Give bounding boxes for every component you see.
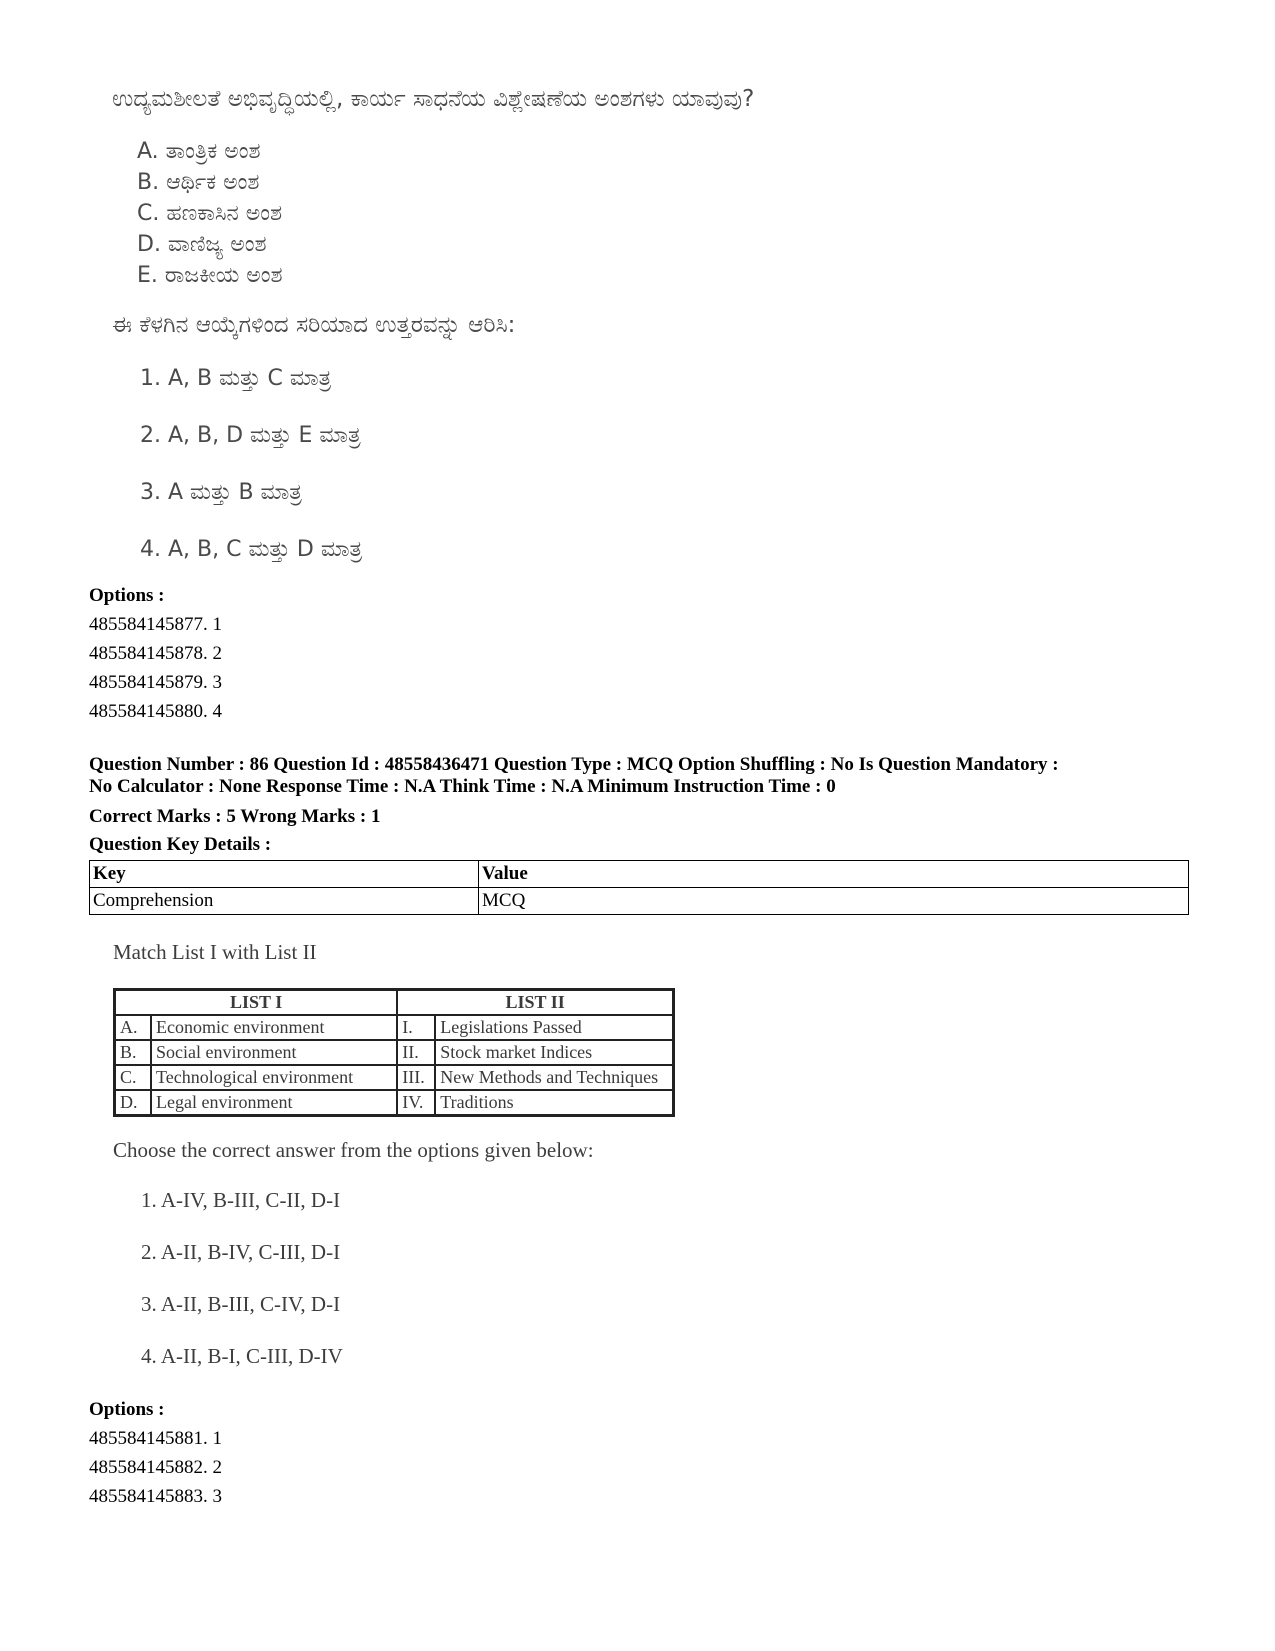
table-cell: Technological environment bbox=[151, 1065, 397, 1090]
key-details-table bbox=[89, 860, 1189, 915]
table-cell: Social environment bbox=[151, 1040, 397, 1065]
table-cell: IV. bbox=[397, 1090, 435, 1116]
table-cell: Legal environment bbox=[151, 1090, 397, 1116]
table-row bbox=[90, 888, 1189, 915]
table-cell: MCQ bbox=[479, 888, 1189, 915]
option-row: 485584145879. 3 bbox=[89, 672, 222, 693]
table-row bbox=[115, 1090, 674, 1116]
match-title: Match List I with List II bbox=[113, 940, 317, 964]
choice-item: 4. A, B, C ಮತ್ತು D ಮಾತ್ರ bbox=[140, 537, 363, 562]
option-row: 485584145882. 2 bbox=[89, 1457, 222, 1478]
table-row bbox=[90, 861, 1189, 888]
table-cell: III. bbox=[397, 1065, 435, 1090]
choice-item: 2. A-II, B-IV, C-III, D-I bbox=[141, 1240, 341, 1264]
q85-question: ಉದ್ಯಮಶೀಲತೆ ಅಭಿವೃದ್ಧಿಯಲ್ಲಿ, ಕಾರ್ಯ ಸಾಧನೆಯ ವಿಶ್ಲೇಷಣೆಯ ಅಂಶಗಳು ಯಾವುವು? bbox=[112, 86, 755, 112]
list-item: C. ಹಣಕಾಸಿನ ಅಂಶ bbox=[137, 201, 283, 226]
options-label: Options : bbox=[89, 585, 165, 606]
q86-header bbox=[89, 754, 1059, 798]
q86-marks: Correct Marks : 5 Wrong Marks : 1 bbox=[89, 806, 381, 827]
match-table bbox=[113, 988, 675, 1117]
q86-header-line1: Question Number : 86 Question Id : 48558436471 Question Type : MCQ Option Shuffling : No Is Question Mandatory : bbox=[89, 754, 1059, 775]
choice-item: 3. A-II, B-III, C-IV, D-I bbox=[141, 1292, 341, 1316]
table-header-value: Value bbox=[479, 861, 1189, 888]
q85-items-list bbox=[137, 136, 283, 291]
table-row bbox=[115, 990, 674, 1016]
option-row: 485584145877. 1 bbox=[89, 614, 222, 635]
options-label: Options : bbox=[89, 1399, 165, 1420]
table-cell: Traditions bbox=[435, 1090, 673, 1116]
list-item: D. ವಾಣಿಜ್ಯ ಅಂಶ bbox=[137, 232, 267, 257]
list-item: B. ಆರ್ಥಿಕ ಅಂಶ bbox=[137, 170, 260, 195]
choice-item: 1. A-IV, B-III, C-II, D-I bbox=[141, 1188, 341, 1212]
table-cell: Legislations Passed bbox=[435, 1015, 673, 1040]
table-cell: Stock market Indices bbox=[435, 1040, 673, 1065]
table-cell: C. bbox=[115, 1065, 152, 1090]
table-cell: D. bbox=[115, 1090, 152, 1116]
option-row: 485584145878. 2 bbox=[89, 643, 222, 664]
q86-key-details-label: Question Key Details : bbox=[89, 834, 272, 855]
q85-options bbox=[89, 581, 222, 726]
choice-item: 3. A ಮತ್ತು B ಮಾತ್ರ bbox=[140, 480, 302, 505]
list-item: E. ರಾಜಕೀಯ ಅಂಶ bbox=[137, 263, 283, 288]
choice-item: 4. A-II, B-I, C-III, D-IV bbox=[141, 1344, 343, 1368]
table-row bbox=[115, 1065, 674, 1090]
option-row: 485584145881. 1 bbox=[89, 1428, 222, 1449]
table-cell: II. bbox=[397, 1040, 435, 1065]
table-header-key: Key bbox=[90, 861, 479, 888]
q85-instruction: ಈ ಕೆಳಗಿನ ಆಯ್ಕೆಗಳಿಂದ ಸರಿಯಾದ ಉತ್ತರವನ್ನು ಆರಿಸಿ: bbox=[112, 312, 516, 338]
list-item: A. ತಾಂತ್ರಿಕ ಅಂಶ bbox=[137, 139, 261, 164]
q85-choices bbox=[140, 366, 362, 594]
q86-options bbox=[89, 1395, 222, 1511]
table-row bbox=[115, 1040, 674, 1065]
table-cell: A. bbox=[115, 1015, 152, 1040]
table-cell: Comprehension bbox=[90, 888, 479, 915]
option-row: 485584145883. 3 bbox=[89, 1486, 222, 1507]
list-ii-header: LIST II bbox=[397, 990, 673, 1016]
table-cell: New Methods and Techniques bbox=[435, 1065, 673, 1090]
choice-item: 1. A, B ಮತ್ತು C ಮಾತ್ರ bbox=[140, 366, 332, 391]
choice-item: 2. A, B, D ಮತ್ತು E ಮಾತ್ರ bbox=[140, 423, 361, 448]
q86-choices bbox=[141, 1188, 343, 1396]
table-cell: Economic environment bbox=[151, 1015, 397, 1040]
table-cell: I. bbox=[397, 1015, 435, 1040]
table-row bbox=[115, 1015, 674, 1040]
list-i-header: LIST I bbox=[115, 990, 398, 1016]
q86-instruction: Choose the correct answer from the options given below: bbox=[113, 1138, 594, 1162]
table-cell: B. bbox=[115, 1040, 152, 1065]
option-row: 485584145880. 4 bbox=[89, 701, 222, 722]
q86-header-line2: No Calculator : None Response Time : N.A Think Time : N.A Minimum Instruction Time : 0 bbox=[89, 776, 836, 797]
